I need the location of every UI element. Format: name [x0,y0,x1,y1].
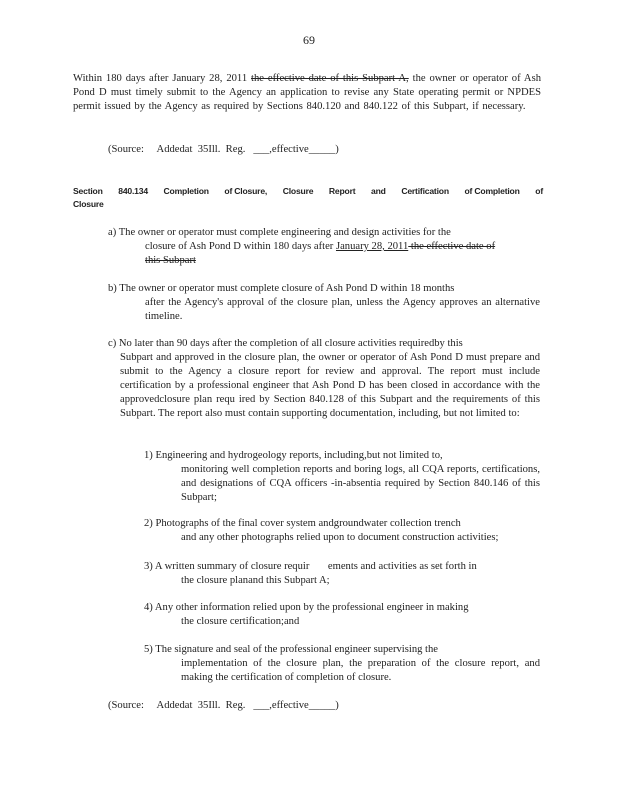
section-word: Certification [401,186,449,196]
item-a-struck-text: the effective date of [408,241,496,252]
section-word: Report [328,186,356,196]
subitem-4 [144,601,540,629]
item-b-text: The owner or operator must complete closure of Ash Pond D within 18 months [119,283,455,294]
section-heading-second-line: Closure [73,199,104,209]
section-word: Closure [282,186,314,196]
intro-text: Within 180 days after January 28, 2011 [73,73,252,84]
item-a-struck-text-2: this Subpart [145,255,196,266]
subitem-first-line [144,643,540,657]
subitem-text: Any other information relied upon by the professional engineer in making [154,602,469,613]
item-a-text: The owner or operator must complete engineering and design activities for the [118,227,451,238]
item-a-line3 [108,254,540,268]
subitem-rest: monitoring well completion reports and boring logs, all CQA reports, certifications, and designations of CQA officers -in-absentia required by Section 840.146 of this Subpart; [181,464,540,503]
section-word: 840.134 [118,186,148,196]
subitem-2 [144,517,540,545]
section-word: Section [73,186,103,196]
subitem-text: Engineering and hydrogeology reports, including,but not limited to, [155,450,443,461]
subitem-label: 1) [144,450,153,461]
subitem-rest: implementation of the closure plan, the preparation of the closure report, and making the certification of completion of closure. [181,658,540,683]
subitem-label: 3) [144,561,153,572]
item-c-text: No later than 90 days after the completion of all closure activities requiredby this [118,338,463,349]
item-c-rest: Subpart and approved in the closure plan, the owner or operator of Ash Pond D must prepare and submit to the Agency a closure report for review and approval. The report must include certification by a professional engineer that Ash Pond D has been closed in accordance with the approvedclosure plan requ ired by Section 840.128 of this Subpart and the requirements of this Subpart. The report also must contain supporting documentation, including, but not limited to: [120,352,540,419]
section-word: of Closure, [224,186,268,196]
subitem-rest: the closure planand this Subpart A; [181,575,330,586]
item-a-text-2: closure of Ash Pond D within 180 days after [145,241,336,252]
item-a-line1 [108,226,540,240]
intro-struck-text: the effective date of this Subpart A, [251,73,409,84]
subitem-first-line [144,517,540,531]
item-label: a) [108,227,117,238]
subitem-text: The signature and seal of the professional engineer supervising the [155,644,439,655]
page-number: 69 [303,33,315,47]
section-word: and [371,186,386,196]
item-label: c) [108,338,117,349]
subitem-5 [144,643,540,685]
subitem-first-line [144,560,540,574]
subitem-1 [144,449,540,505]
item-b-rest: after the Agency's approval of the closure plan, unless the Agency approves an alternative timeline. [145,297,540,322]
item-c-line1 [108,337,540,351]
subitem-first-line [144,449,540,463]
section-word: of Completion [464,186,520,196]
intro-paragraph [73,72,541,114]
subitem-text: A written summary of closure requir ements and activities as set forth in [154,561,477,572]
source-note: (Source: Addedat 35Ill. Reg. ___,effective_____) [108,700,339,711]
section-word: of [535,186,543,196]
section-word: Completion [163,186,209,196]
subitem-label: 4) [144,602,153,613]
item-a-line2 [108,240,540,254]
subitem-3 [144,560,540,588]
item-a [108,226,540,268]
subitem-first-line [144,601,540,615]
section-heading [73,185,543,211]
section-heading-words [73,185,543,198]
source-note: (Source: Addedat 35Ill. Reg. ___,effective_____) [108,144,339,155]
subitem-label: 5) [144,644,153,655]
subitem-rest: and any other photographs relied upon to document construction activities; [181,532,499,543]
subitem-text: Photographs of the final cover system andgroundwater collection trench [155,518,461,529]
intro-text-rest: the owner or operator of Ash Pond D must timely submit to the Agency an application to revise any State operating permit or NPDES permit issued by the Agency as required by Sections 840.120 and 840.122 of this Subpart, if necessary. [73,73,541,112]
item-b [108,282,540,324]
item-a-underlined-date: January 28, 2011 [335,241,409,252]
subitem-label: 2) [144,518,153,529]
item-b-line1 [108,282,540,296]
item-c [108,337,540,421]
subitem-rest: the closure certification;and [181,616,300,627]
item-label: b) [108,283,117,294]
